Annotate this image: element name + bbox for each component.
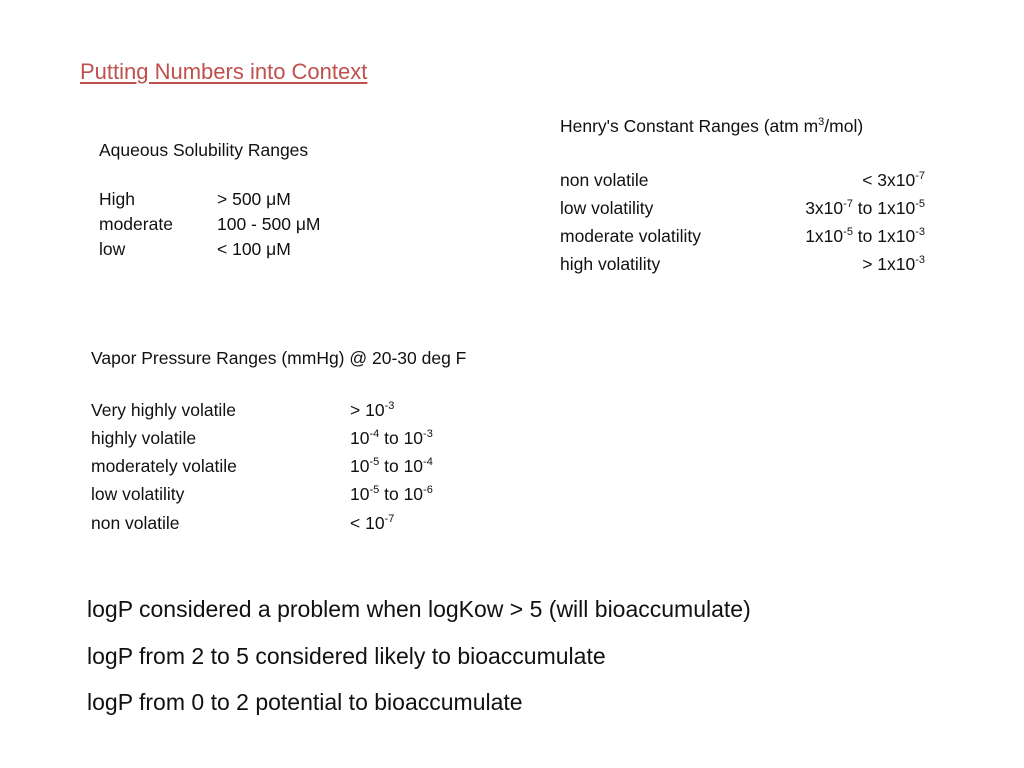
superscript: -3 [423, 428, 433, 440]
logp-line-1: logP considered a problem when logKow > 5 (will bioaccumulate) [87, 596, 751, 622]
text-segment: < 100 [217, 239, 267, 259]
superscript: -4 [369, 428, 380, 440]
vapor-row-label: highly volatile [91, 428, 197, 448]
text-segment: 100 - 500 [217, 214, 296, 234]
aqueous-heading: Aqueous Solubility Ranges [99, 140, 309, 160]
aqueous-row-label: low [99, 239, 126, 259]
superscript: -5 [915, 198, 925, 210]
vapor-row-value [350, 513, 394, 533]
henry-row-label: high volatility [560, 254, 661, 274]
logp-line-3: logP from 0 to 2 potential to bioaccumulate [87, 689, 523, 715]
text-segment: 10 [350, 456, 370, 476]
text-segment: < 3x10 [862, 170, 916, 190]
superscript: -5 [369, 484, 380, 496]
aqueous-row-value [217, 189, 291, 209]
text-segment: μ [295, 214, 306, 234]
vapor-row-label: moderately volatile [91, 456, 237, 476]
henry-row-label: non volatile [560, 170, 649, 190]
vapor-row-value [350, 428, 433, 448]
henry-row-label: moderate volatility [560, 226, 702, 246]
vapor-row-label: non volatile [91, 513, 180, 533]
text-segment: > 500 [217, 189, 267, 209]
henry-row-value [862, 254, 925, 274]
superscript: -4 [423, 456, 433, 468]
text-segment: μ [266, 239, 277, 259]
text-segment: 10 [350, 428, 370, 448]
superscript: -3 [915, 226, 925, 238]
vapor-row-label: Very highly volatile [91, 400, 236, 420]
aqueous-row-label: moderate [99, 214, 173, 234]
logp-line-2: logP from 2 to 5 considered likely to bioaccumulate [87, 643, 606, 669]
text-segment: M [305, 214, 321, 234]
slide-title: Putting Numbers into Context [80, 59, 368, 84]
text-segment: > 10 [350, 400, 385, 420]
superscript: -5 [843, 226, 853, 238]
text-segment: to 10 [379, 484, 424, 504]
henry-row-label: low volatility [560, 198, 654, 218]
text-segment: to 10 [379, 456, 424, 476]
vapor-row-value [350, 400, 394, 420]
vapor-row-value [350, 484, 433, 504]
vapor-row-value [350, 456, 433, 476]
superscript: -3 [915, 254, 925, 266]
superscript: -7 [915, 170, 925, 182]
text-segment: to 1x10 [852, 198, 916, 218]
text-segment: 10 [350, 484, 370, 504]
aqueous-row-value [217, 239, 291, 259]
text-segment: Henry's Constant Ranges (atm m [560, 116, 819, 136]
henry-row-value [862, 170, 925, 190]
henry-heading [560, 116, 863, 136]
superscript: -7 [384, 513, 395, 525]
text-segment: M [276, 189, 291, 209]
aqueous-row-label: High [99, 189, 135, 209]
superscript: -7 [843, 198, 853, 210]
henry-row-value [805, 226, 925, 246]
aqueous-row-value [217, 214, 320, 234]
text-segment: to 1x10 [852, 226, 916, 246]
superscript: -5 [369, 456, 380, 468]
superscript: 3 [818, 116, 825, 128]
text-segment: /mol) [824, 116, 864, 136]
text-segment: μ [266, 189, 277, 209]
superscript: -6 [423, 484, 433, 496]
vapor-heading: Vapor Pressure Ranges (mmHg) @ 20-30 deg F [91, 348, 467, 368]
text-segment: M [276, 239, 291, 259]
text-segment: 3x10 [805, 198, 844, 218]
text-segment: 1x10 [805, 226, 844, 246]
text-segment: to 10 [379, 428, 424, 448]
henry-row-value [805, 198, 925, 218]
text-segment: < 10 [350, 513, 385, 533]
text-segment: > 1x10 [862, 254, 916, 274]
vapor-row-label: low volatility [91, 484, 185, 504]
superscript: -3 [384, 400, 395, 412]
